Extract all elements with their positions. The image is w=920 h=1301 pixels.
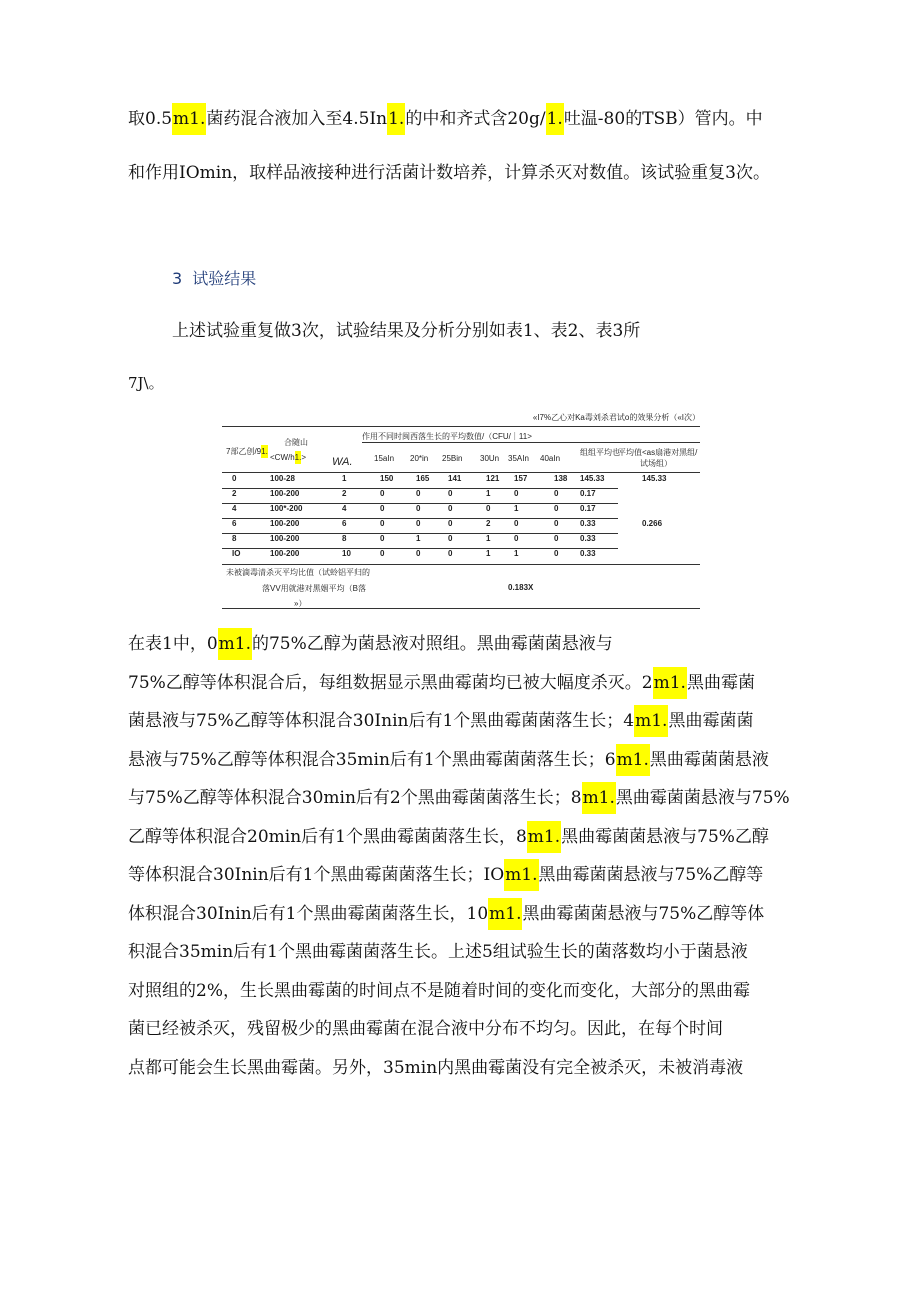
cell-count: 1 bbox=[486, 549, 491, 558]
table-row-rule bbox=[222, 503, 618, 504]
cell-count: 0 bbox=[448, 489, 453, 498]
table-bottom-rule bbox=[222, 608, 700, 609]
paragraph-line: 乙醇等体积混合20min后有1个黑曲霉菌菌落生长，8m1.黑曲霉菌菌悬液与75%乙醇 bbox=[128, 818, 798, 857]
cell-wa: 2 bbox=[342, 489, 347, 498]
cell-count: 0 bbox=[514, 534, 519, 543]
cell-count: 141 bbox=[448, 474, 462, 483]
paragraph-discussion bbox=[128, 625, 798, 1087]
cell-count: 0 bbox=[380, 549, 385, 558]
table-top-rule bbox=[222, 426, 700, 427]
cell-count: 121 bbox=[486, 474, 500, 483]
cell-ethanol: IO bbox=[232, 549, 241, 558]
col-header-ethanol: 7部乙创/91. bbox=[226, 447, 268, 456]
cell-ethanol: 2 bbox=[232, 489, 237, 498]
col-header-time-3: 25Bin bbox=[442, 454, 463, 463]
col-header-time-4: 30Un bbox=[480, 454, 500, 463]
cell-wa: 8 bbox=[342, 534, 347, 543]
table-row-rule bbox=[222, 488, 618, 489]
cell-count: 0 bbox=[380, 489, 385, 498]
highlight-unit: m1. bbox=[504, 859, 538, 891]
highlight-unit: m1. bbox=[218, 628, 252, 660]
cell-count: 0 bbox=[416, 549, 421, 558]
cell-group-avg: 145.33 bbox=[580, 474, 605, 483]
paragraph-line: 与75%乙醇等体积混合30min后有2个黑曲霉菌菌落生长；8m1.黑曲霉菌菌悬液与75% bbox=[128, 779, 798, 818]
cell-count: 0 bbox=[554, 489, 559, 498]
cell-count: 0 bbox=[416, 519, 421, 528]
cell-count: 0 bbox=[554, 549, 559, 558]
cell-dose: 100*-200 bbox=[270, 504, 303, 513]
cell-count: 0 bbox=[554, 504, 559, 513]
col-header-dose-line1: 合随山 bbox=[284, 438, 308, 447]
cell-count: 0 bbox=[448, 549, 453, 558]
cell-count: 0 bbox=[486, 504, 491, 513]
table-caption: «I7%乙心对Ka毒刘杀君试o的效果分析（«I次） bbox=[532, 413, 700, 422]
section-heading bbox=[172, 266, 256, 289]
paragraph-method-line-1: 取0.5m1.菌药混合液加入至4.5In1.的中和齐式含20g/1.吐温-80的TSB）管内。中 bbox=[128, 104, 798, 136]
cell-dose: 100-200 bbox=[270, 534, 300, 543]
cell-count: 0 bbox=[380, 504, 385, 513]
paragraph-intro-continued: 7J\。 bbox=[128, 374, 164, 392]
paragraph-line: 75%乙醇等体积混合后，每组数据显示黑曲霉菌均已被大幅度杀灭。2m1.黑曲霉菌 bbox=[128, 664, 798, 703]
cell-count: 0 bbox=[514, 519, 519, 528]
cell-count: 0 bbox=[554, 519, 559, 528]
col-header-time-2: 20*in bbox=[410, 454, 429, 463]
section-number: 3 bbox=[172, 269, 183, 288]
table-row-rule bbox=[222, 518, 618, 519]
highlight-unit: m1. bbox=[488, 898, 522, 930]
table-footer-line-3: »） bbox=[294, 599, 307, 608]
highlight-unit: m1. bbox=[582, 782, 616, 814]
cell-count: 1 bbox=[486, 534, 491, 543]
table-row-rule bbox=[222, 533, 618, 534]
table-group-rule bbox=[362, 442, 700, 443]
cell-count: 1 bbox=[486, 489, 491, 498]
cell-dose: 100-200 bbox=[270, 549, 300, 558]
highlight-unit: m1. bbox=[527, 821, 561, 853]
cell-overall-avg: 145.33 bbox=[642, 474, 667, 483]
paragraph-method bbox=[128, 104, 798, 189]
table-row-rule bbox=[222, 548, 618, 549]
cell-count: 0 bbox=[514, 489, 519, 498]
cell-count: 0 bbox=[416, 489, 421, 498]
paragraph-line: 等体积混合30Inin后有1个黑曲霉菌菌落生长；IOm1.黑曲霉菌菌悬液与75%乙醇等 bbox=[128, 856, 798, 895]
paragraph-line: 菌已经被杀灭，残留极少的黑曲霉菌在混合液中分布不均匀。因此，在每个时间 bbox=[128, 1019, 723, 1039]
cell-count: 2 bbox=[486, 519, 491, 528]
table-body-rule bbox=[222, 564, 700, 565]
paragraph-line: 悬液与75%乙醇等体积混合35min后有1个黑曲霉菌菌落生长；6m1.黑曲霉菌菌悬液 bbox=[128, 741, 798, 780]
highlight-unit: m1. bbox=[616, 744, 650, 776]
col-header-time-6: 40aIn bbox=[540, 454, 561, 463]
cell-count: 0 bbox=[448, 519, 453, 528]
cell-group-avg: 0.17 bbox=[580, 489, 596, 498]
cell-wa: 10 bbox=[342, 549, 351, 558]
col-header-group-avg: 组组平均也 bbox=[580, 448, 620, 457]
table-header-rule bbox=[222, 472, 700, 473]
highlight-unit: 1. bbox=[546, 103, 564, 135]
cell-ethanol: 6 bbox=[232, 519, 237, 528]
cell-count: 1 bbox=[514, 504, 519, 513]
col-header-overall-avg-line2: 试场组） bbox=[640, 459, 672, 468]
table-footer-line-2: 落VV用就港对黑姻平均（B落 bbox=[262, 584, 367, 593]
cell-count: 0 bbox=[554, 534, 559, 543]
table-footer-line-1: 未被滴毒清杀灭平均比值（试蛉铝平归的 bbox=[226, 568, 370, 577]
cell-count: 165 bbox=[416, 474, 430, 483]
paragraph-line: 对照组的2%，生长黑曲霉菌的时间点不是随着时间的变化而变化，大部分的黑曲霉 bbox=[128, 980, 750, 1001]
highlight-unit: m1. bbox=[653, 667, 687, 699]
cell-count: 0 bbox=[380, 519, 385, 528]
cell-count: 0 bbox=[380, 534, 385, 543]
table-group-header: 作用不同时闽西落生长的平均数值/（CFU/｜11> bbox=[362, 432, 532, 441]
results-table bbox=[222, 412, 700, 612]
cell-wa: 1 bbox=[342, 474, 347, 483]
cell-dose: 100-200 bbox=[270, 489, 300, 498]
highlight-unit: m1. bbox=[172, 103, 206, 135]
cell-wa: 4 bbox=[342, 504, 347, 513]
paragraph-method-line-2: 和作用IOmin，取样品液接种进行活菌计数培养，计算杀灭对数值。该试验重复3次。 bbox=[128, 162, 770, 183]
cell-ethanol: 0 bbox=[232, 474, 237, 483]
cell-count: 1 bbox=[416, 534, 421, 543]
col-header-time-1: 15aIn bbox=[374, 454, 395, 463]
cell-dose: 100-200 bbox=[270, 519, 300, 528]
paragraph-line: 点都可能会生长黑曲霉菌。另外，35min内黑曲霉菌没有完全被杀灭，未被消毒液 bbox=[128, 1057, 744, 1078]
col-header-overall-avg-line1: 平均值<as扇港对黑组/ bbox=[618, 448, 698, 457]
cell-group-avg: 0.33 bbox=[580, 534, 596, 543]
cell-count: 0 bbox=[448, 534, 453, 543]
cell-group-avg: 0.17 bbox=[580, 504, 596, 513]
paragraph-intro: 上述试验重复做3次，试验结果及分析分别如表1、表2、表3所 bbox=[172, 321, 641, 341]
section-title: 试验结果 bbox=[192, 269, 257, 288]
highlight-unit: 1. bbox=[387, 103, 405, 135]
cell-count: 138 bbox=[554, 474, 568, 483]
cell-count: 150 bbox=[380, 474, 394, 483]
paragraph-line: 积混合35min后有1个黑曲霉菌菌落生长。上述5组试验生长的菌落数均小于菌悬液 bbox=[128, 942, 748, 962]
cell-ethanol: 4 bbox=[232, 504, 237, 513]
cell-dose: 100-28 bbox=[270, 474, 295, 483]
paragraph-line: 在表1中，0m1.的75%乙醇为菌悬液对照组。黑曲霉菌菌悬液与 bbox=[128, 625, 798, 664]
col-header-wa: WA. bbox=[332, 456, 353, 468]
cell-group-avg: 0.33 bbox=[580, 549, 596, 558]
cell-count: 0 bbox=[416, 504, 421, 513]
cell-count: 157 bbox=[514, 474, 528, 483]
col-header-time-5: 35AIn bbox=[508, 454, 529, 463]
table-footer-value: 0.183X bbox=[508, 583, 534, 592]
cell-wa: 6 bbox=[342, 519, 347, 528]
cell-overall-avg: 0.266 bbox=[642, 519, 663, 528]
paragraph-line: 菌悬液与75%乙醇等体积混合30Inin后有1个黑曲霉菌菌落生长；4m1.黑曲霉菌菌 bbox=[128, 702, 798, 741]
cell-group-avg: 0.33 bbox=[580, 519, 596, 528]
col-header-dose-line2: <CW/h1.> bbox=[270, 453, 307, 462]
highlight-unit: m1. bbox=[634, 705, 668, 737]
cell-count: 0 bbox=[448, 504, 453, 513]
cell-ethanol: 8 bbox=[232, 534, 237, 543]
paragraph-line: 体积混合30Inin后有1个黑曲霉菌菌落生长，10m1.黑曲霉菌菌悬液与75%乙醇等体 bbox=[128, 895, 798, 934]
cell-count: 1 bbox=[514, 549, 519, 558]
